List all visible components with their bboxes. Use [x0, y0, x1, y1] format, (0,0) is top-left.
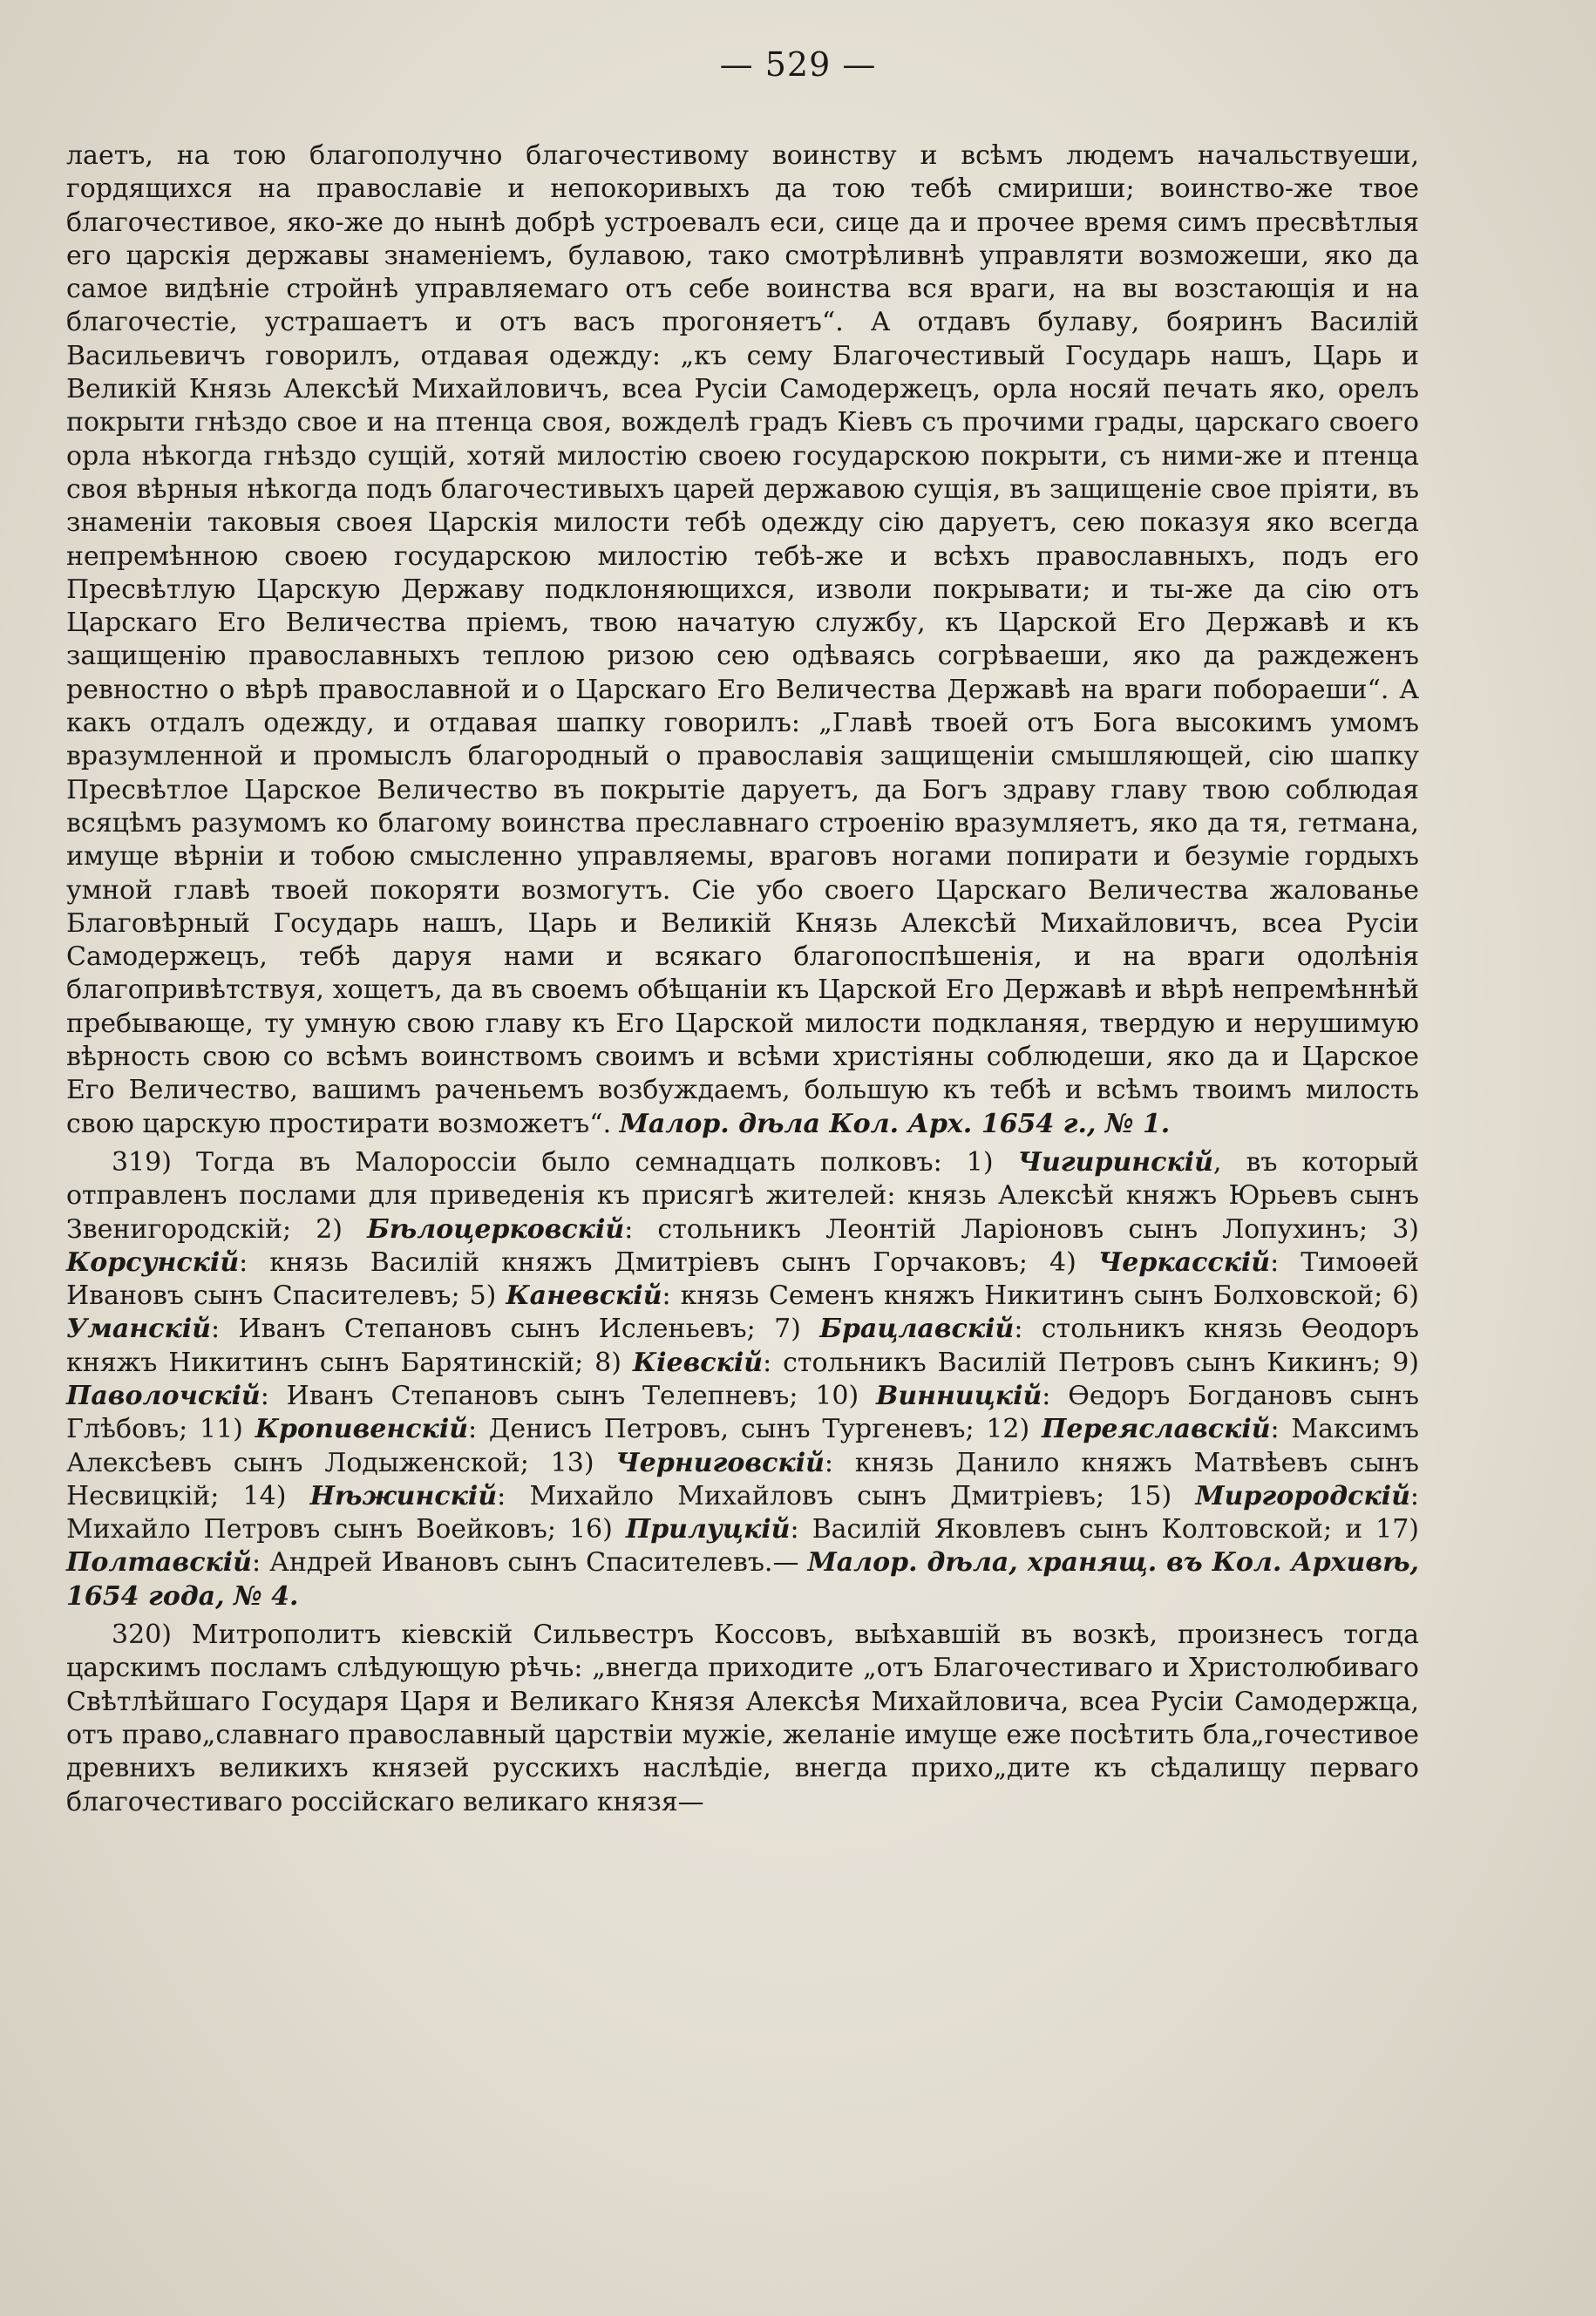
paragraph-speech — [66, 139, 1419, 1141]
text-run: , въ который отправленъ послами для приведенія къ присягѣ жителей: князь Алексѣй княжъ Юрьевъ сынъ Звенигородскій; 2) — [66, 1146, 1419, 1245]
text-run: : Денисъ Петровъ, сынъ Тургеневъ; 12) — [468, 1414, 1042, 1445]
regiment-name: Чигиринскій — [1017, 1146, 1213, 1178]
text-run: : князь Данило княжъ Матвѣевъ сынъ Несвицкій; 14) — [66, 1447, 1419, 1511]
regiment-name: Миргородскій — [1195, 1480, 1410, 1511]
text-run: 320) Митрополитъ кіевскій Сильвестръ Коссовъ, выѣхавшій въ возкѣ, произнесъ тогда царскимъ посламъ слѣдующую рѣчь: „внегда приходите „отъ Благочестиваго и Христолюбиваго Свѣтлѣйшаго Государя Царя и Великаго Князя Алексѣя Михайловича, всеа Русіи Самодержца, отъ право„славнаго православный царствіи мужіе, желаніе имуще еже посѣтить бла„гочестивое древнихъ великихъ князей русскихъ наслѣдіе, внегда прихо„дите къ сѣдалищу перваго благочестиваго россійскаго великаго князя— — [66, 1620, 1419, 1817]
text-run: : князь Семенъ княжъ Никитинъ сынъ Болховской; 6) — [662, 1280, 1419, 1312]
regiment-name: Винницкій — [875, 1380, 1042, 1411]
regiment-name: Корсунскій — [66, 1246, 240, 1278]
text-run: : Михайло Михайловъ сынъ Дмитріевъ; 15) — [497, 1480, 1196, 1511]
source-citation: Малор. дѣла Кол. Арх. 1654 г., № 1. — [619, 1108, 1171, 1139]
regiment-name: Каневскій — [506, 1280, 662, 1312]
regiment-name: Прилуцкій — [625, 1514, 791, 1545]
page-number: — 529 — — [719, 45, 877, 84]
text-run: : стольникъ Василій Петровъ сынъ Кикинъ; 9) — [763, 1347, 1419, 1378]
text-run: : князь Василій княжъ Дмитріевъ сынъ Горчаковъ; 4) — [239, 1246, 1098, 1278]
text-run: : Андрей Ивановъ сынъ Спасителевъ.— — [251, 1547, 808, 1579]
text-run: : Тимоѳей Ивановъ сынъ Спасителевъ; 5) — [66, 1246, 1419, 1312]
text-run: : стольникъ князь Ѳеодоръ княжъ Никитинъ сынъ Барятинскій; 8) — [66, 1314, 1419, 1378]
text-run: : Ѳедоръ Богдановъ сынъ Глѣбовъ; 11) — [66, 1380, 1419, 1445]
source-citation: Малор. дѣла, хранящ. въ Кол. Архивѣ, 1654 года, № 4. — [66, 1547, 1420, 1612]
regiment-name: Кіевскій — [632, 1347, 764, 1378]
text-run: : Иванъ Степановъ сынъ Исленьевъ; 7) — [210, 1314, 820, 1345]
text-column — [66, 139, 1419, 1824]
text-run: : Михайло Петровъ сынъ Воейковъ; 16) — [66, 1480, 1419, 1545]
regiment-name: Переяславскій — [1042, 1414, 1271, 1445]
text-run: лаетъ, на тою благополучно благочестивому воинству и всѣмъ людемъ начальствуеши, гордящихся на православіе и непокоривыхъ да тою тебѣ смириши; воинство-же твое благочестивое, яко-же до нынѣ добрѣ устроевалъ еси, сице да и прочее время симъ пресвѣтлыя его царскія державы знаменіемъ, булавою, тако смотрѣливнѣ управляти возможеши, яко да самое видѣніе стройнѣ управляемаго отъ себе воинства вся враги, на вы возстающія и на благочестіе, устрашаетъ и отъ васъ прогоняетъ“. А отдавъ булаву, бояринъ Василій Васильевичъ говорилъ, отдавая одежду: „къ сему Благочестивый Государь нашъ, Царь и Великій Князь Алексѣй Михайловичъ, всеа Русіи Самодержецъ, орла носяй печать яко, орелъ покрыти гнѣздо свое и на птенца своя, вожделѣ градъ Кіевъ съ прочими грады, царскаго своего орла нѣкогда гнѣздо сущій, хотяй милостію своею государскою покрыти, съ ними-же и птенца своя вѣрныя нѣкогда подъ благочестивыхъ царей державою сущія, въ защищеніе свое пріяти, въ знаменіи таковыя своея Царскія милости тебѣ одежду сію даруетъ, сею показуя яко всегда непремѣнною своею государскою милостію тебѣ-же и всѣхъ православныхъ, подъ его Пресвѣтлую Царскую Державу подклоняющихся, изволи покрывати; и ты-же да сію отъ Царскаго Его Величества пріемъ, твою начатую службу, къ Царской Его Державѣ и къ защищенію православныхъ теплою ризою сею одѣваясь согрѣваеши, яко да раждеженъ ревностно о вѣрѣ православной и о Царскаго Его Величества Державѣ на враги побораеши“. А какъ отдалъ одежду, и отдавая шапку говорилъ: „Главѣ твоей отъ Бога высокимъ умомъ вразумленной и промыслъ благородный о православія защищеніи смышляющей, сію шапку Пресвѣтлое Царское Величество въ покрытіе даруетъ, да Богъ здраву главу твою соблюдая всяцѣмъ разумомъ ко благому воинства преславнаго строенію вразумляетъ, яко да тя, гетмана, имуще вѣрніи и тобою смысленно управляемы, враговъ ногами попирати и безуміе гордыхъ умной главѣ твоей покоряти возмогутъ. Сіе убо своего Царскаго Величества жалованье Благовѣрный Государь нашъ, Царь и Великій Князь Алексѣй Михайловичъ, всеа Русіи Самодержецъ, тебѣ даруя нами и всякаго благопоспѣшенія, и на враги одолѣнія благопривѣтствуя, хощетъ, да въ своемъ обѣщаніи къ Царской Его Державѣ и вѣрѣ непремѣннѣй пребывающе, ту умную свою главу къ Его Царской милости подкланяя, твердую и нерушимую вѣрность свою со всѣмъ воинствомъ своимъ и всѣми христіяны соблюдеши, яко да и Царское Его Величество, вашимъ раченьемъ возбуждаемъ, большую къ тебѣ и всѣмъ твоимъ милость свою царскую простирати возможетъ“. — [66, 140, 1419, 1139]
regiment-name: Черкасскій — [1097, 1246, 1271, 1278]
text-run: 319) Тогда въ Малороссіи было семнадцать полковъ: 1) — [112, 1146, 1018, 1178]
text-run: : Василій Яковлевъ сынъ Колтовской; и 17) — [790, 1514, 1419, 1545]
regiment-name: Бѣлоцерковскій — [367, 1213, 625, 1245]
text-run: : стольникъ Леонтій Ларіоновъ сынъ Лопухинъ; 3) — [624, 1213, 1419, 1245]
text-run: : Максимъ Алексѣевъ сынъ Лодыженской; 13) — [66, 1414, 1420, 1478]
text-run: : Иванъ Степановъ сынъ Телепневъ; 10) — [260, 1380, 876, 1411]
regiment-name: Кропивенскій — [255, 1414, 469, 1445]
regiment-name: Уманскій — [66, 1314, 211, 1345]
regiment-name: Нѣжинскій — [309, 1480, 498, 1511]
regiment-name: Паволочскій — [66, 1380, 261, 1411]
paragraph-note-319 — [66, 1146, 1419, 1613]
paragraph-note-320 — [66, 1619, 1419, 1819]
regiment-name: Брацлавскій — [819, 1314, 1015, 1345]
regiment-name: Полтавскій — [66, 1547, 252, 1579]
regiment-name: Черниговскій — [615, 1447, 825, 1478]
